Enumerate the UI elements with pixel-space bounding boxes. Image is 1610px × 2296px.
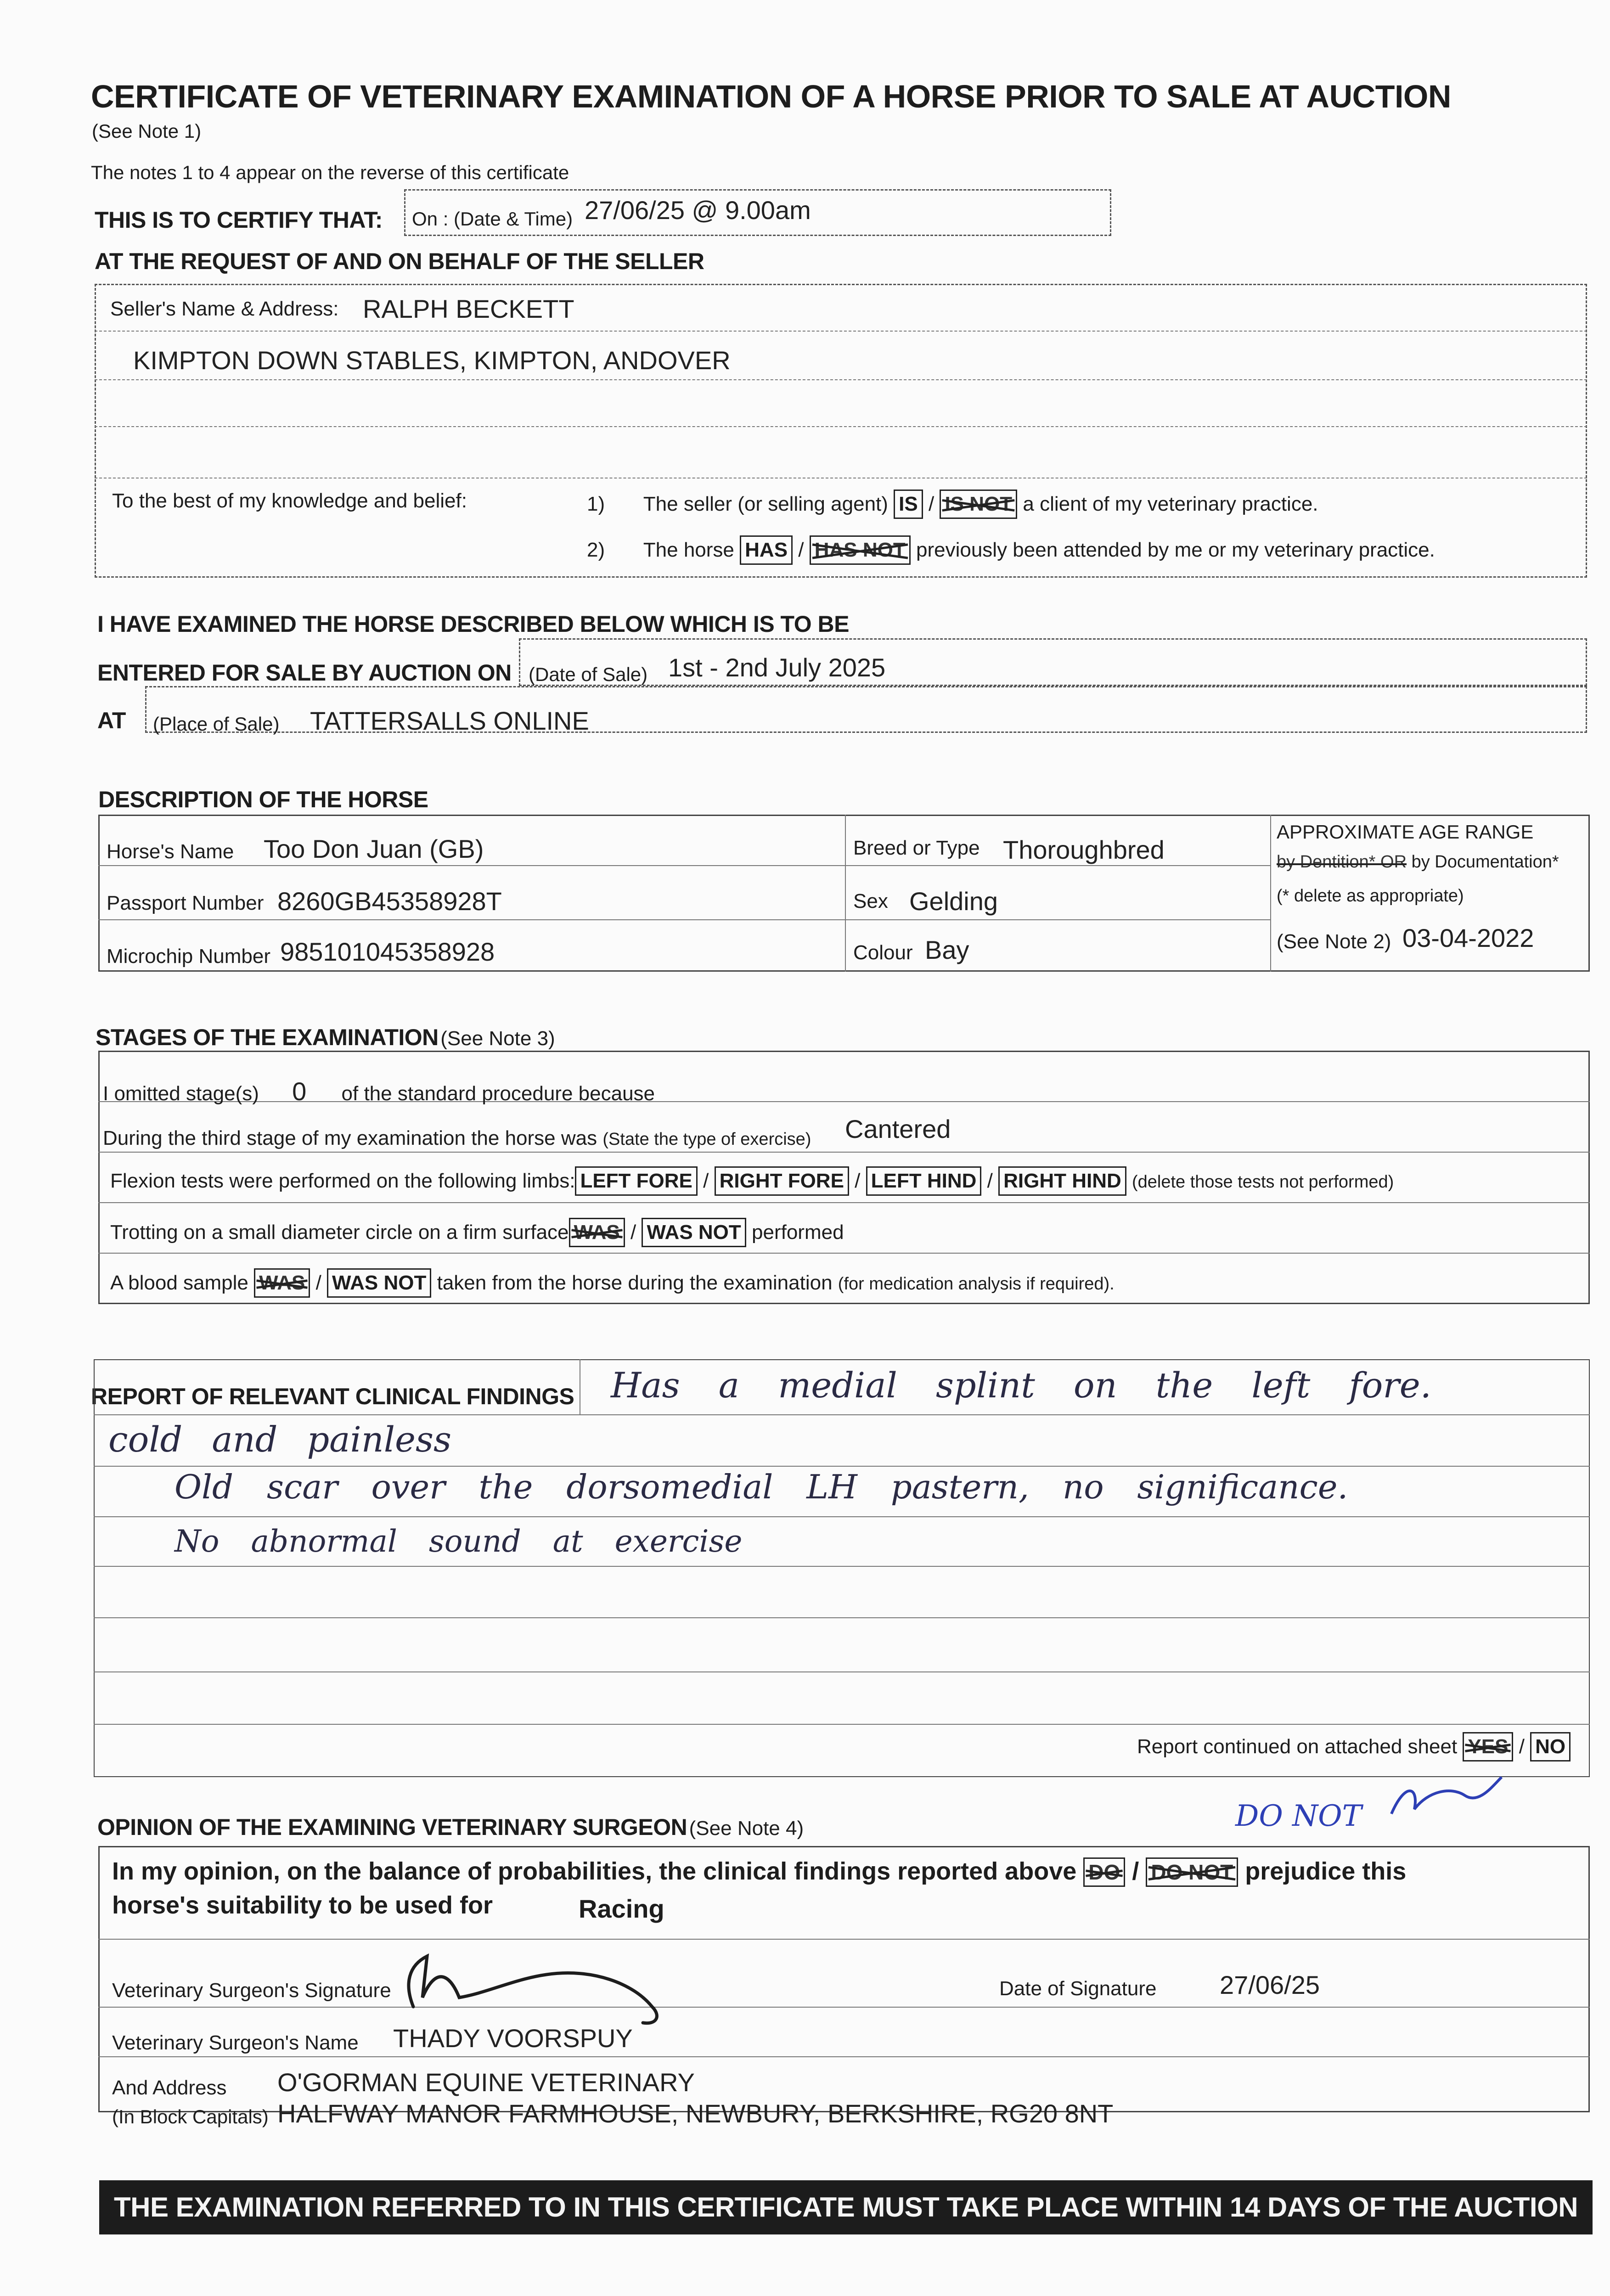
- surgeon-name-label: Veterinary Surgeon's Name: [112, 2032, 359, 2054]
- handwritten-line-3: Old scar over the dorsomedial LH pastern, no significance.: [175, 1468, 1348, 1506]
- examined-line-2: ENTERED FOR SALE BY AUCTION ON: [97, 660, 512, 686]
- report-heading: REPORT OF RELEVANT CLINICAL FINDINGS: [91, 1384, 574, 1409]
- omitted-value: 0: [292, 1077, 307, 1106]
- sale-place-label: (Place of Sale): [153, 713, 280, 735]
- trot-was-not: WAS NOT: [642, 1218, 746, 1247]
- flexion-row: Flexion tests were performed on the following limbs: LEFT FORE / RIGHT FORE / LEFT HIND / RIGHT HIND (delete those tests not performed): [110, 1166, 1394, 1196]
- flexion-left-hind: LEFT HIND: [866, 1166, 982, 1196]
- examined-line-1: I HAVE EXAMINED THE HORSE DESCRIBED BELOW WHICH IS TO BE: [97, 611, 849, 637]
- colour-label: Colour: [853, 941, 913, 964]
- seller-address: KIMPTON DOWN STABLES, KIMPTON, ANDOVER: [133, 346, 731, 375]
- blood-was-not: WAS NOT: [327, 1268, 431, 1298]
- trot-tail: performed: [752, 1221, 844, 1244]
- sale-date-box: [519, 638, 1587, 686]
- item1-tail: a client of my veterinary practice.: [1023, 493, 1318, 515]
- report-continued-no: NO: [1530, 1732, 1571, 1761]
- at-label: AT: [97, 708, 126, 733]
- knowledge-label: To the best of my knowledge and belief:: [112, 490, 467, 512]
- flexion-label: Flexion tests were performed on the following limbs:: [110, 1170, 575, 1192]
- opinion-statement: In my opinion, on the balance of probabilities, the clinical findings reported above DO / DO NOT prejudice this: [112, 1857, 1406, 1887]
- certify-box: [404, 189, 1111, 236]
- item2-option-has: HAS: [740, 535, 793, 565]
- knowledge-item-1: [587, 490, 1318, 519]
- report-continued-yes-struck: YES: [1463, 1732, 1513, 1761]
- horse-name-value: Too Don Juan (GB): [264, 834, 484, 863]
- date-of-signature-value: 27/06/25: [1220, 1970, 1320, 1999]
- age-method-line: [1277, 852, 1559, 872]
- horse-name-label: Horse's Name: [107, 840, 234, 863]
- omitted-label: I omitted stage(s): [103, 1082, 259, 1105]
- report-continued-row: Report continued on attached sheet YES / NO: [1137, 1732, 1571, 1761]
- seller-label: Seller's Name & Address:: [110, 298, 339, 320]
- flexion-left-fore: LEFT FORE: [575, 1166, 697, 1196]
- passport-label: Passport Number: [107, 892, 264, 914]
- certify-label: THIS IS TO CERTIFY THAT:: [95, 207, 383, 233]
- blood-row: A blood sample WAS / WAS NOT taken from the horse during the examination (for medication analysis if required).: [110, 1268, 1115, 1298]
- sex-value: Gelding: [909, 887, 998, 916]
- report-continued-label: Report continued on attached sheet: [1137, 1735, 1458, 1758]
- item1-option-is: IS: [894, 490, 923, 519]
- microchip-value: 985101045358928: [280, 937, 495, 966]
- signature-scribble: [395, 1947, 670, 2030]
- item1-number: 1): [587, 493, 605, 515]
- item2-text: The horse: [643, 539, 734, 561]
- footer-banner: THE EXAMINATION REFERRED TO IN THIS CERTIFICATE MUST TAKE PLACE WITHIN 14 DAYS OF THE AUCTION: [99, 2180, 1593, 2234]
- omitted-tail: of the standard procedure because: [341, 1082, 655, 1105]
- handwritten-line-1: Has a medial splint on the left fore.: [611, 1365, 1431, 1406]
- age-dentition-struck: by Dentition* OR: [1277, 852, 1407, 872]
- address-line-2: HALFWAY MANOR FARMHOUSE, NEWBURY, BERKSHIRE, RG20 8NT: [277, 2099, 1114, 2128]
- opinion-purpose: Racing: [579, 1894, 664, 1923]
- flexion-right-fore: RIGHT FORE: [715, 1166, 849, 1196]
- seller-box: [95, 284, 1587, 578]
- stages-title: STAGES OF THE EXAMINATION: [96, 1024, 439, 1050]
- address-label: And Address: [112, 2077, 227, 2099]
- blood-note: (for medication analysis if required).: [838, 1274, 1115, 1294]
- age-value: 03-04-2022: [1402, 923, 1534, 952]
- address-line-1: O'GORMAN EQUINE VETERINARY: [277, 2068, 695, 2097]
- description-heading: DESCRIPTION OF THE HORSE: [98, 787, 428, 812]
- trot-row: Trotting on a small diameter circle on a firm surface WAS / WAS NOT performed: [110, 1218, 844, 1247]
- see-note-1: (See Note 1): [92, 120, 202, 142]
- knowledge-item-2: [587, 535, 1435, 565]
- item2-separator: /: [798, 539, 804, 561]
- trot-label: Trotting on a small diameter circle on a firm surface: [110, 1221, 569, 1244]
- certificate-title: CERTIFICATE OF VETERINARY EXAMINATION OF A HORSE PRIOR TO SALE AT AUCTION: [91, 79, 1451, 114]
- request-heading: AT THE REQUEST OF AND ON BEHALF OF THE SELLER: [95, 248, 704, 274]
- date-of-signature-label: Date of Signature: [999, 1977, 1157, 2000]
- third-stage-label: During the third stage of my examination the horse was: [103, 1127, 597, 1149]
- item1-option-is-not-struck: IS NOT: [940, 490, 1017, 519]
- flexion-right-hind: RIGHT HIND: [998, 1166, 1126, 1196]
- item2-number: 2): [587, 539, 605, 561]
- certify-on-value: 27/06/25 @ 9.00am: [585, 196, 811, 225]
- sex-label: Sex: [853, 890, 888, 912]
- opinion-statement-text: In my opinion, on the balance of probabilities, the clinical findings reported above: [112, 1857, 1077, 1885]
- surgeon-name-value: THADY VOORSPUY: [393, 2024, 633, 2053]
- handwritten-line-2: cold and painless: [108, 1419, 452, 1460]
- flexion-note: (delete those tests not performed): [1132, 1172, 1394, 1192]
- omitted-row: [103, 1076, 655, 1106]
- handwritten-initials-blue: [1387, 1773, 1506, 1828]
- stages-heading: [96, 1024, 555, 1051]
- opinion-do-struck: DO: [1083, 1857, 1125, 1887]
- opinion-do-not-struck: DO NOT: [1146, 1857, 1238, 1887]
- colour-value: Bay: [925, 935, 969, 964]
- breed-label: Breed or Type: [853, 837, 980, 859]
- third-stage-value: Cantered: [845, 1114, 951, 1143]
- breed-value: Thoroughbred: [1003, 835, 1165, 864]
- item1-text: The seller (or selling agent): [643, 493, 888, 515]
- certify-on-label: On : (Date & Time): [412, 208, 573, 230]
- seller-name: RALPH BECKETT: [363, 294, 574, 323]
- opinion-statement-tail: prejudice this: [1245, 1857, 1407, 1885]
- sale-date-label: (Date of Sale): [529, 664, 648, 685]
- microchip-label: Microchip Number: [107, 945, 270, 968]
- age-documentation: by Documentation*: [1411, 852, 1559, 872]
- opinion-note: (See Note 4): [689, 1817, 804, 1840]
- blood-was-struck: WAS: [254, 1268, 310, 1298]
- blood-label: A blood sample: [110, 1272, 248, 1294]
- stages-note: (See Note 3): [440, 1027, 555, 1050]
- trot-was-struck: WAS: [569, 1218, 625, 1247]
- opinion-title: OPINION OF THE EXAMINING VETERINARY SURGEON: [97, 1814, 687, 1840]
- handwritten-line-4: No abnormal sound at exercise: [175, 1524, 743, 1559]
- opinion-heading: [97, 1814, 804, 1840]
- age-see-note: (See Note 2): [1277, 930, 1391, 953]
- signature-label: Veterinary Surgeon's Signature: [112, 1979, 391, 2002]
- notes-line: The notes 1 to 4 appear on the reverse of this certificate: [91, 162, 569, 183]
- sale-place-value: TATTERSALLS ONLINE: [310, 706, 589, 735]
- age-heading: APPROXIMATE AGE RANGE: [1277, 821, 1534, 843]
- age-delete-note: (* delete as appropriate): [1277, 886, 1464, 906]
- passport-value: 8260GB45358928T: [277, 887, 502, 916]
- blood-tail: taken from the horse during the examination: [437, 1272, 833, 1294]
- item2-option-has-not-struck: HAS NOT: [810, 535, 911, 565]
- third-stage-row: [103, 1127, 811, 1150]
- third-stage-note: (State the type of exercise): [602, 1130, 811, 1149]
- item2-tail: previously been attended by me or my veterinary practice.: [916, 539, 1435, 561]
- sale-place-box: [145, 686, 1587, 733]
- address-sub-label: (In Block Capitals): [112, 2106, 269, 2127]
- handwritten-do-not: DO NOT: [1235, 1799, 1362, 1833]
- sale-date-value: 1st - 2nd July 2025: [668, 653, 886, 682]
- opinion-line-2: horse's suitability to be used for: [112, 1891, 493, 1919]
- item1-separator: /: [928, 493, 934, 515]
